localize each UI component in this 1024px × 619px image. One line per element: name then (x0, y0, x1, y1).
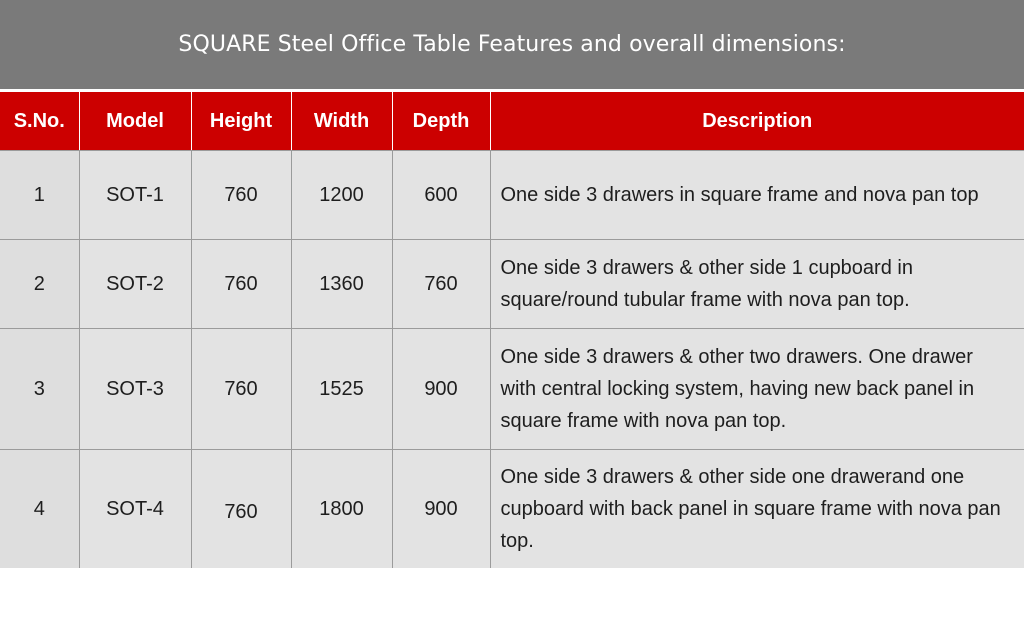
table-row (0, 329, 1024, 450)
table-row (0, 151, 1024, 240)
cell-sno: 2 (0, 240, 79, 329)
cell-height: 760 (191, 151, 291, 240)
header-row (0, 92, 1024, 151)
cell-model: SOT-1 (79, 151, 191, 240)
cell-sno: 1 (0, 151, 79, 240)
title-banner (0, 0, 1024, 89)
cell-description: One side 3 drawers in square frame and nova pan top (490, 151, 1024, 240)
column-header-height: Height (191, 92, 291, 151)
cell-model: SOT-4 (79, 450, 191, 569)
cell-depth: 900 (392, 450, 490, 569)
cell-model: SOT-3 (79, 329, 191, 450)
column-header-depth: Depth (392, 92, 490, 151)
column-header-width: Width (291, 92, 392, 151)
column-header-model: Model (79, 92, 191, 151)
cell-model: SOT-2 (79, 240, 191, 329)
cell-height-value: 760 (224, 500, 258, 523)
table-body (0, 151, 1024, 569)
cell-depth: 900 (392, 329, 490, 450)
cell-description: One side 3 drawers & other side 1 cupboard in square/round tubular frame with nova pan top. (490, 240, 1024, 329)
cell-width: 1525 (291, 329, 392, 450)
specifications-table (0, 92, 1024, 568)
cell-width: 1800 (291, 450, 392, 569)
cell-depth: 600 (392, 151, 490, 240)
cell-height: 760 (191, 329, 291, 450)
cell-depth: 760 (392, 240, 490, 329)
column-header-sno: S.No. (0, 92, 79, 151)
table-row (0, 450, 1024, 569)
table-header (0, 92, 1024, 151)
cell-sno: 3 (0, 329, 79, 450)
cell-description: One side 3 drawers & other two drawers. One drawer with central locking system, having new back panel in square frame with nova pan top. (490, 329, 1024, 450)
cell-height: 760 (191, 240, 291, 329)
table-row (0, 240, 1024, 329)
cell-width: 1200 (291, 151, 392, 240)
page-title: SQUARE Steel Office Table Features and overall dimensions: (178, 32, 846, 57)
cell-height (191, 450, 291, 569)
cell-width: 1360 (291, 240, 392, 329)
cell-description: One side 3 drawers & other side one drawerand one cupboard with back panel in square frame with nova pan top. (490, 450, 1024, 569)
cell-sno: 4 (0, 450, 79, 569)
column-header-description: Description (490, 92, 1024, 151)
